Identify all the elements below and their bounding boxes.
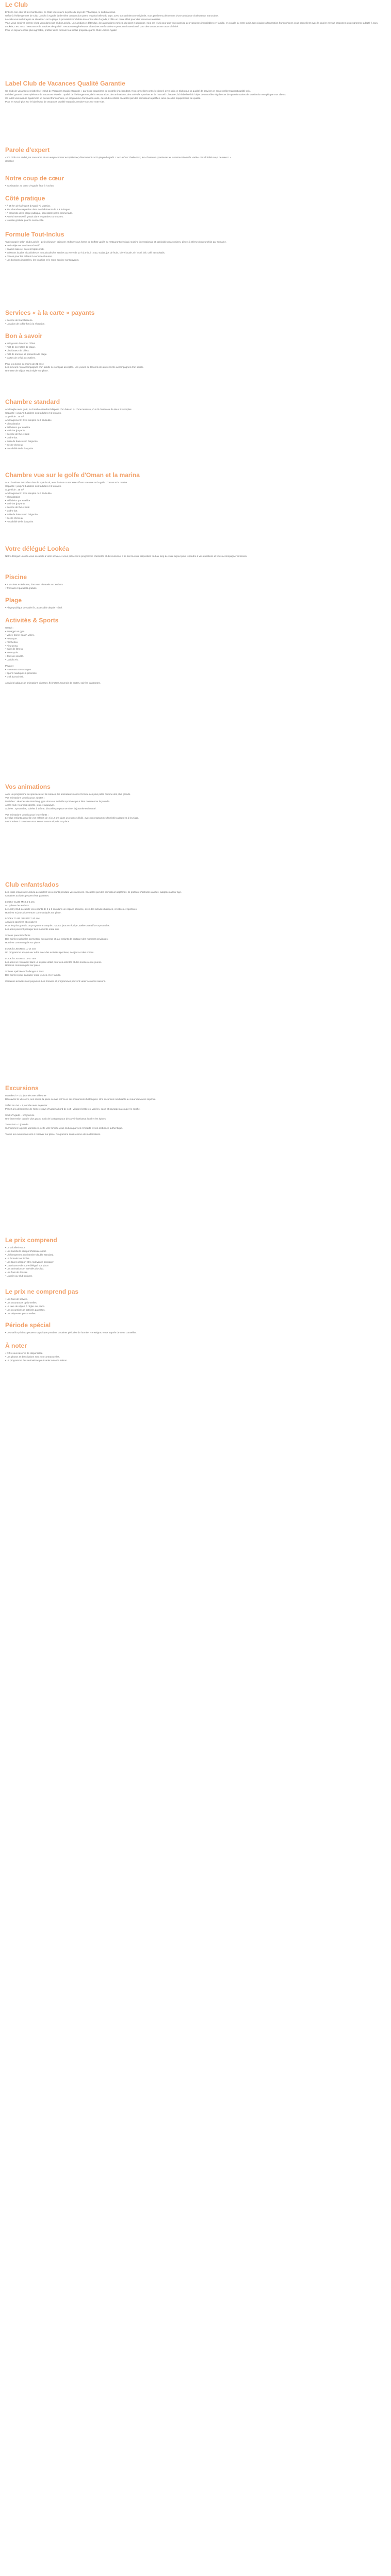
section-line: • Salle de bains avec baignoire — [5, 513, 38, 516]
section-line: Vous vous sentirez comme chez vous dans nos Clubs Lookéa. Une ambiance détendue, des animations variées, du sport et du repos : tout est réuni pour que vous passiez des vacances inoubliables en famille, en couple ou entre amis. Nos équipes d'animation francophones vous accueillent avec le sourire et vous proposent un programme adapté à tous. — [5, 21, 379, 24]
section-body-services-a-la-carte-payants — [5, 319, 386, 326]
section-body-notre-coup-de-c-ur — [5, 184, 386, 188]
section-line: Capacité : jusqu'à 3 adultes ou 2 adultes et 2 enfants. — [5, 484, 62, 487]
section-line: LOOKY CLUB MINI 4-6 ans — [5, 900, 35, 903]
section-body-cote-pratique — [5, 205, 386, 223]
section-line: • Les taxes aéroport et la redevance passager. — [5, 1260, 54, 1263]
section-line: Des soirées spéciales permettent aux parents et aux enfants de partager des moments privilégiés. — [5, 937, 108, 940]
section-line: • Les boissons importées, les vins fins et le room service sont payants. — [5, 258, 79, 261]
section-line: • Sports nautiques à proximité. — [5, 671, 38, 674]
section-line: Le club vous séduira par sa situation : sur la plage, à proximité immédiate du centre-ville d'Agadir, il offre un cadre idéal pour des vacances réussies. — [5, 18, 161, 21]
section-line: LOOKÉA JEUNES 15-17 ans — [5, 957, 36, 960]
section-line: Soirées : spectacles, soirées à thème, discothèque pour terminer la journée en beauté. — [5, 807, 96, 810]
section-body-excursions — [5, 1094, 386, 1137]
section-line: LOOKÉA JEUNES 11-14 ans — [5, 947, 36, 950]
section-line: • Coffre-fort — [5, 436, 18, 439]
section-line: Soirées spéciales Challenger & Jeux — [5, 970, 44, 973]
section-line: • Sa situation au cœur d'Agadir, face à l'océan. — [5, 184, 55, 187]
section-line: • Le programme des animations peut varier selon la saison. — [5, 1359, 68, 1362]
section-line: Ce label vous assure également un accueil francophone, un programme d'animation varié, des clubs enfants encadrés par des animateurs qualifiés, ainsi que des équipements de qualité. — [5, 96, 201, 99]
section-body-le-club — [5, 11, 386, 32]
section-line: • Les dépenses personnelles. — [5, 1312, 37, 1315]
section-line: Grâce à l'hébergement de Club Lookéa à Agadir, la dernière construction parmi les plus belles du pays, avec son architecture originale, vous profiterez pleinement d'une ambiance chaleureuse marocaine. — [5, 14, 219, 17]
section-line: • L'hébergement en chambre double standard. — [5, 1253, 54, 1256]
section-line: • Cartes de crédit acceptées. — [5, 356, 36, 359]
section-line: • Les photos et descriptions sont non contractuelles. — [5, 1355, 60, 1358]
section-line: • Location de coffre-fort à la réception. — [5, 322, 45, 325]
section-line: Certaines activités sont payantes. Les horaires et programmes peuvent varier selon les saisons. — [5, 980, 106, 983]
section-line: • Le vol aller/retour. — [5, 1246, 26, 1249]
section-line: • Lookéa Fit. — [5, 658, 19, 662]
section-heading-activites-sports: Activités & Sports — [5, 617, 59, 624]
section-heading-label-club-de-vacances-qualite-garantie: Label Club de Vacances Qualité Garantie — [5, 80, 125, 87]
section-line: Une taxe de séjour est à régler sur place. — [5, 369, 49, 372]
section-heading-bon-a-savoir: Bon à savoir — [5, 332, 43, 340]
section-line: Soirées parents/enfants — [5, 934, 30, 937]
section-heading-club-enfants-ados: Club enfants/ados — [5, 881, 59, 888]
section-line: • À proximité de la plage publique, accessible par la promenade. — [5, 211, 73, 214]
section-heading-a-noter: À noter — [5, 1342, 27, 1349]
section-body-label-club-de-vacances-qualite-garantie — [5, 90, 386, 104]
section-body-chambre-vue-sur-le-golfe-d-oman-et-la-marina — [5, 481, 386, 524]
section-line: Horaires communiqués sur place. — [5, 964, 41, 967]
section-body-activites-sports — [5, 626, 386, 685]
section-line: Au rythme des enfants — [5, 904, 29, 907]
section-line: Gratuit : — [5, 626, 14, 629]
section-line: Aménagement : 2 lits simples ou 1 lit double — [5, 418, 52, 421]
section-line: Superficie : 25 m² — [5, 415, 24, 418]
section-line: • La taxe de séjour, à régler sur place. — [5, 1304, 45, 1308]
section-line: • Salle de bains avec baignoire — [5, 440, 38, 443]
section-line: LOOKY CLUB JUNIOR 7-10 ans — [5, 917, 40, 920]
section-line: • Service de blanchisserie. — [5, 319, 33, 321]
section-line: • Service de thé et café — [5, 433, 30, 436]
section-heading-vos-animations: Vos animations — [5, 783, 51, 790]
section-body-a-noter — [5, 1352, 386, 1363]
section-line: • Prêt de transats et parasols à la plage. — [5, 352, 47, 355]
section-body-bon-a-savoir — [5, 342, 386, 373]
section-body-piscine — [5, 583, 386, 590]
section-line: • Volley-ball et beach-volley. — [5, 633, 35, 636]
section-line: • Accès internet Wifi gratuit dans les parties communes. — [5, 215, 64, 218]
section-line: • Fléchettes. — [5, 640, 19, 643]
section-body-club-enfants-ados — [5, 891, 386, 984]
section-line: Table rangée selon Club Lookéa : petit-déjeuner, déjeuner et dîner sous forme de buffets variés au restaurant principal. Cuisine internationale et spécialités marocaines, dîners à thème plusieurs fois par semaine. — [5, 241, 227, 243]
section-heading-le-prix-comprend: Le prix comprend — [5, 1236, 57, 1244]
section-line: Pour en savoir plus sur le label Club de Vacances Qualité Garantie, rendez-vous sur notre site. — [5, 100, 105, 103]
section-line: • Mini-bar (payant) — [5, 429, 25, 432]
section-line: • Les transferts aéroport/hôtel/aéroport. — [5, 1249, 47, 1252]
section-line: • Climatisation — [5, 495, 21, 498]
section-heading-le-club: Le Club — [5, 1, 28, 8]
section-line: Entre la mer azur et les monts Atlas, ce Club vous ouvre la porte du pays de l'Atlantique, le sud marocain. — [5, 11, 116, 13]
section-body-plage — [5, 606, 386, 610]
section-line: • Plage publique de sable fin, accessible depuis l'hôtel. — [5, 606, 63, 609]
section-line: • Water-polo. — [5, 651, 19, 654]
section-line: Toutes les excursions sont à réserver sur place. Programme sous réserve de modifications. — [5, 1133, 101, 1136]
section-line: Aménagement : 2 lits simples ou 1 lit double — [5, 492, 52, 495]
section-heading-piscine: Piscine — [5, 573, 27, 581]
section-line: Avec un programme de spectacles et de soirées, les animateurs sont à l'écoute des plus petits comme des plus grands. — [5, 793, 131, 795]
section-heading-excursions: Excursions — [5, 1084, 39, 1092]
section-line: • Coffre-fort — [5, 510, 18, 513]
section-heading-plage: Plage — [5, 597, 22, 604]
section-line: • Transats et parasols gratuits. — [5, 586, 37, 589]
section-line: Les horaires d'ouverture vous seront communiqués sur place. — [5, 820, 70, 823]
section-line: Les ados peuvent partager des moments entre eux. — [5, 928, 60, 931]
section-heading-chambre-vue-sur-le-golfe-d-oman-et-la-marina: Chambre vue sur le golfe d'Oman et la marina — [5, 471, 140, 479]
section-line: • Télévision par satellite — [5, 426, 30, 429]
section-line: Horaires et jours d'ouverture communiqués sur place. — [5, 911, 61, 914]
section-line: • 2 piscines extérieures, dont une réservée aux enfants. — [5, 583, 64, 586]
section-line: • Les assurances optionnelles. — [5, 1301, 38, 1304]
section-line: Le Looky Club accueille vos enfants de 4 à 6 ans dans un espace sécurisé, avec des activités ludiques, créatives et sportives. — [5, 907, 138, 910]
section-heading-chambre-standard: Chambre standard — [5, 398, 60, 405]
section-line: • Les animations et activités du Club. — [5, 1267, 44, 1270]
section-line: • L'assistance de notre délégué sur place. — [5, 1264, 49, 1267]
section-line: Un programme adapté aux ados avec des activités sportives, des jeux et des sorties. — [5, 951, 94, 954]
section-line: Superficie : 25 m² — [5, 488, 24, 491]
section-line: Une immersion dans le plus grand souk de la région pour découvrir l'artisanat local et les épices. — [5, 1117, 107, 1120]
section-line: • Golf à proximité. — [5, 675, 24, 678]
section-line: Notre délégué Lookéa vous accueille à votre arrivée et vous présente le programme d'activités et d'excursions. Il se tient à votre disposition tout au long de votre séjour pour répondre à vos questions et vous accompagner si besoin. — [5, 555, 248, 557]
section-body-formule-tout-inclus — [5, 241, 386, 262]
section-line: Lookéa, c'est aussi l'assurance de services de qualité : restauration généreuse, chambres confortables et personnel attentionné pour des vacances en toute sérénité. — [5, 25, 179, 28]
section-line: • Les excursions et activités payantes. — [5, 1308, 45, 1311]
section-line: • L'accès au Club enfants. — [5, 1275, 33, 1278]
section-line: • 254 chambres réparties dans des bâtiments de 1 à 3 étages. — [5, 208, 71, 211]
section-line: Activités sportives et créatives — [5, 921, 37, 924]
section-line: Pour les clients de moins de 21 ans : — [5, 362, 44, 365]
section-line: • Possibilité de lit d'appoint — [5, 520, 34, 523]
section-line: Matinées : séances de stretching, gym douce et activités sportives pour bien commencer la journée. — [5, 800, 110, 803]
section-line: Taroudant – 1 journée — [5, 1123, 28, 1126]
section-line: • Glaces pour les enfants à certaines heures. — [5, 255, 53, 258]
section-line: • Pétanque. — [5, 637, 18, 640]
section-body-le-prix-comprend — [5, 1246, 386, 1278]
section-line: Marrakech – 1/2 journée avec déjeuner — [5, 1094, 46, 1097]
section-line: • Petit-déjeuner continental tardif. — [5, 244, 40, 247]
section-line: • Des tarifs spéciaux peuvent s'appliquer pendant certaines périodes de l'année. Renseignez-vous auprès de votre conseiller. — [5, 1331, 137, 1334]
section-line: Surnommée la petite Marrakech, cette ville fortifiée vous séduira par ses remparts et son ambiance authentique. — [5, 1127, 123, 1130]
section-line: • Sèche-cheveux — [5, 517, 23, 520]
section-line: • Hammam et massages. — [5, 668, 32, 671]
section-line: Aux chambres décorées dans le style local, avec balcon ou terrasse offrant une vue sur le golfe d'Oman et la marina. — [5, 481, 128, 484]
section-line: • Climatisation — [5, 422, 21, 425]
section-heading-le-prix-ne-comprend-pas: Le prix ne comprend pas — [5, 1288, 79, 1295]
section-heading-services-a-la-carte-payants: Services « à la carte » payants — [5, 309, 95, 316]
section-line: • Distributeur de billets. — [5, 349, 30, 352]
section-line: • Les frais de service. — [5, 1298, 28, 1300]
section-line: • Offre sous réserve de disponibilité. — [5, 1352, 43, 1354]
section-body-parole-d-expert — [5, 156, 386, 163]
section-line: • Sèche-cheveux — [5, 444, 23, 447]
section-heading-notre-coup-de-c-ur: Notre coup de cœur — [5, 175, 64, 182]
section-body-chambre-standard — [5, 408, 386, 451]
section-body-vos-animations — [5, 793, 386, 824]
section-line: Pour un séjour encore plus agréable, profitez de la formule tout inclus proposée par le Club Lookéa Agadir. — [5, 28, 118, 31]
section-line: Souk d'Agadir – 1/2 journée — [5, 1113, 35, 1116]
section-line: Le label garantit une expérience de vacances réussie : qualité de l'hébergement, de la restauration, des animations, des activités sportives et de l'accueil. Chaque Club labellisé fait l'objet de contrôles réguliers et de questionnaires de satisfaction remplis par nos clients. — [5, 93, 287, 96]
section-line: • Service de thé et café — [5, 506, 30, 509]
section-line: • Possibilité de lit d'appoint — [5, 447, 34, 450]
section-line: • À 25 km de l'aéroport d'Agadir Al Massira. — [5, 205, 51, 207]
section-line: • Navette gratuite pour le centre-ville. — [5, 218, 44, 222]
section-body-periode-special — [5, 1331, 386, 1335]
section-line: Des soirées pour s'amuser entre jeunes et en famille. — [5, 974, 61, 977]
section-body-votre-delegue-lookea — [5, 555, 386, 558]
section-line: • Snacks salés et sucrés l'après-midi. — [5, 247, 44, 250]
section-line: • Télévision par satellite — [5, 499, 30, 502]
section-line: Horaires communiqués sur place. — [5, 941, 41, 944]
section-line: Les clubs enfants de Lookéa accueillent vos enfants pendant vos vacances. Encadrés par des animateurs diplômés, ils profitent d'activités variées, adaptées à leur âge. — [5, 891, 182, 893]
section-line: Certaines activités peuvent être payantes. — [5, 894, 50, 897]
section-line: • Boissons locales alcoolisées et non alcoolisées servies au verre de 10 h à minuit : eau, sodas, jus de fruits, bière locale, vin local, thé, café et cocktails. — [5, 251, 166, 254]
section-line: Vos animations Lookéa pour adultes : — [5, 796, 45, 799]
section-line: « Ce Club m'a séduit par son cadre et son emplacement exceptionnel, directement sur la plage d'Agadir. L'accueil est chaleureux, les chambres spacieuses et la restauration très variée. Un véritable coup de cœur ! » — [5, 156, 231, 159]
section-line: Ce Club de vacances est labellisé « Club de Vacances Qualité Garantie » par notre organisme de contrôle indépendant. Nos conseillers ont sélectionné avec soin ce Club pour sa qualité de services et son excellent rapport qualité-prix. — [5, 90, 251, 92]
section-line: Les mineurs non accompagnés d'un adulte ne sont pas acceptés. Les jeunes de 18 à 21 ans doivent être accompagnés d'un adulte. — [5, 366, 144, 369]
section-heading-periode-special: Période spécial — [5, 1321, 51, 1329]
section-line: Payant : — [5, 665, 14, 668]
section-heading-cote-pratique: Côté pratique — [5, 195, 45, 202]
section-line: Les ados se retrouvent dans un espace dédié pour des activités et des soirées entre jeunes. — [5, 960, 102, 963]
section-line: Caroline — [5, 159, 14, 162]
section-heading-formule-tout-inclus: Formule Tout-Inclus — [5, 231, 64, 238]
section-line: Pour les plus grands, un programme complet : sports, jeux en équipe, ateliers créatifs et spectacles. — [5, 924, 110, 927]
section-line: • Les frais de dossier. — [5, 1271, 28, 1274]
section-heading-votre-delegue-lookea: Votre délégué Lookéa — [5, 545, 69, 552]
section-line: • La formule tout inclus. — [5, 1257, 30, 1260]
section-line: Vos animations Lookéa pour les enfants : — [5, 813, 49, 816]
section-line: • Wifi gratuit dans tout l'hôtel. — [5, 342, 36, 345]
section-line: Après-midi : tournois sportifs, jeux et aquagym. — [5, 803, 55, 806]
section-line: Activités ludiques et animations diverses, fléchettes, tournois de cartes, soirées dansantes. — [5, 681, 101, 684]
section-line: Le Club enfants accueille vos enfants de 4 à 12 ans dans un espace dédié, avec un programme d'activités adaptées à leur âge. — [5, 817, 139, 820]
section-line: • Jeux de société. — [5, 655, 24, 658]
section-line: • Prêt de serviettes de plage. — [5, 345, 36, 348]
section-line: Partez à la découverte de l'arrière-pays d'Agadir à bord de 4x4 : villages berbères, vallées, oasis et paysages à couper le souffle. — [5, 1107, 141, 1110]
section-line: Aménagée avec goût, la chambre standard dispose d'un balcon ou d'une terrasse, d'un lit double ou de deux lits simples. — [5, 408, 132, 411]
section-heading-parole-d-expert: Parole d'expert — [5, 146, 50, 154]
section-line: • Mini-bar (payant) — [5, 502, 25, 505]
section-line: • Aquagym et gym. — [5, 630, 25, 633]
section-line: Capacité : jusqu'à 3 adultes ou 2 adultes et 2 enfants. — [5, 411, 62, 414]
section-line: Découvrez la ville ocre, ses souks, la place Jemaa el-Fna et ses monuments historiques. Une excursion inoubliable au cœur du Maroc impérial. — [5, 1097, 156, 1100]
section-line: Safari en 4x4 – 1 journée avec déjeuner — [5, 1104, 47, 1107]
section-line: • Ping-pong. — [5, 644, 19, 647]
section-line: • Salle de fitness. — [5, 648, 24, 651]
section-body-le-prix-ne-comprend-pas — [5, 1298, 386, 1316]
